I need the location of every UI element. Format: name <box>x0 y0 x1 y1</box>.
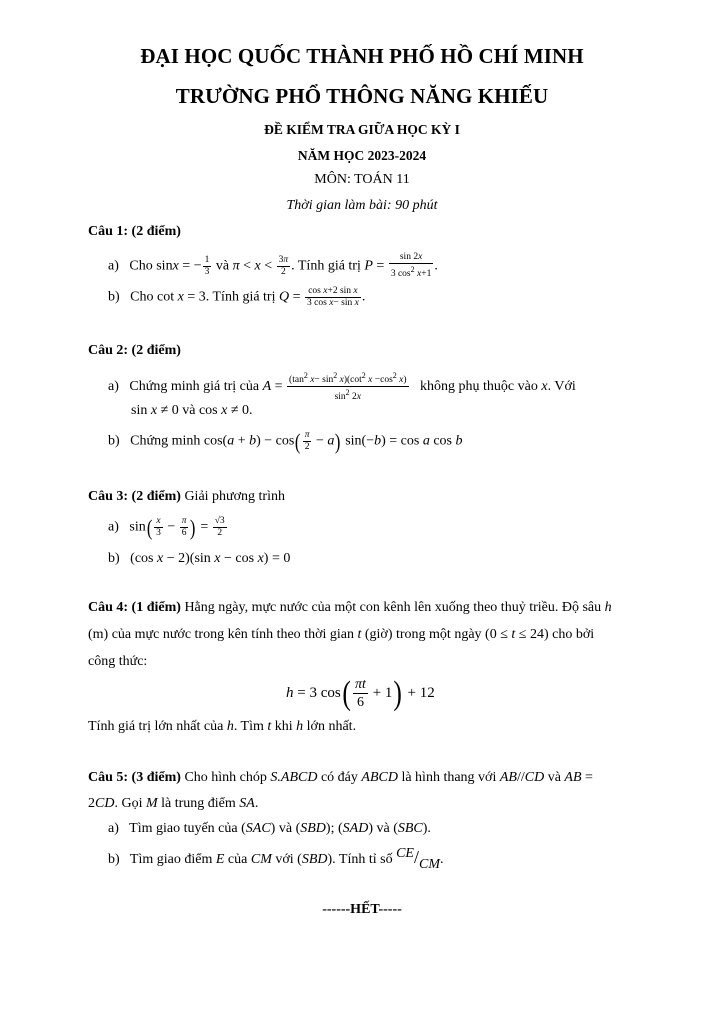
q1-a-text2: và <box>212 258 233 274</box>
q4-formula: h = 3 cos( $\frac{\pi t}{6}$ + 1) + 12 <box>286 674 435 712</box>
q1-b-text2: . Tính giá trị <box>205 289 279 305</box>
q3-header <box>88 487 285 507</box>
q2-a-text4: và <box>178 403 199 418</box>
q3-intro: Giải phương trình <box>180 489 285 504</box>
school-year: NĂM HỌC 2023-2024 <box>297 148 427 163</box>
q5-line1d: và <box>544 770 565 785</box>
q1-a-text1: Cho <box>129 258 157 274</box>
q4-line2a: (m) của mực nước trong kên tính theo thời gian <box>88 627 358 642</box>
q5-b-text2: của <box>224 852 251 867</box>
q5-line1: Câu 5: (3 điểm) Cho hình chóp S.ABCD có đáy ABCD là hình thang với AB//CD và AB = <box>88 770 593 785</box>
exam-title: ĐỀ KIỂM TRA GIỮA HỌC KỲ I <box>264 122 460 137</box>
q5-line1b: có đáy <box>317 770 362 785</box>
q4-line2c: cho bởi <box>548 627 595 642</box>
university-title: ĐẠI HỌC QUỐC THÀNH PHỐ HỒ CHÍ MINH <box>140 44 584 68</box>
q3-b-label: b) <box>108 551 120 566</box>
q4-line2: (m) của mực nước trong kên tính theo thời gian t (giờ) trong một ngày (0 ≤ t ≤ 24) cho bởi <box>88 627 595 642</box>
q2-a-text1: Chứng minh giá trị của <box>129 378 263 394</box>
q2-a-text3: . Với <box>547 378 576 394</box>
subject: MÔN: TOÁN 11 <box>314 172 410 187</box>
q2-a-text2: không phụ thuộc vào <box>416 378 542 394</box>
q4-ask: Tính giá trị lớn nhất của h. Tìm t khi h lớn nhất. <box>88 719 357 734</box>
q4-title: Câu 4: (1 điểm) <box>88 600 181 615</box>
q4-line1: Câu 4: (1 điểm) Hằng ngày, mực nước của một con kênh lên xuống theo thuỷ triều. Độ sâu h <box>88 600 612 615</box>
school-title: TRƯỜNG PHỔ THÔNG NĂNG KHIẾU <box>175 84 549 108</box>
q5-b-text1: Tìm giao điểm <box>129 852 216 867</box>
q3-a-label: a) <box>108 519 119 535</box>
q5-a-text2: và <box>275 821 296 836</box>
q5-line2b: là trung điểm <box>157 796 240 811</box>
q2-title: Câu 2: (2 điểm) <box>88 343 181 358</box>
q2-b-label: b) <box>108 433 120 449</box>
q4-ask2: . Tìm <box>233 719 268 734</box>
q5-b-label: b) <box>108 852 120 867</box>
q3-title: Câu 3: (2 điểm) <box>88 489 181 504</box>
q5-a-label: a) <box>108 821 119 836</box>
q5-b-text4: . Tính tỉ số <box>332 852 397 867</box>
q1-b-text1: Cho <box>130 289 158 305</box>
q1-a-text3: . Tính giá trị <box>291 258 365 274</box>
q2-a: a) Chứng minh giá trị của A = $\frac{(\tan^2 x- \sin^2 x)(\cot^2 x -\cos^2 x)}{\sin^2 2x}$ không phụ thuộc vào x. Với <box>108 371 576 403</box>
q4-line2b: (giờ) trong một ngày <box>361 627 486 642</box>
q1-title: Câu 1: (2 điểm) <box>88 224 181 239</box>
q4-ask3: khi <box>271 719 297 734</box>
q5-a-text3: ; <box>330 821 338 836</box>
q4-line1-text: Hằng ngày, mực nước của một con kênh lên xuống theo thuỷ triều. Độ sâu <box>180 600 605 615</box>
duration: Thời gian làm bài: 90 phút <box>286 198 438 213</box>
q2-b: b) Chứng minh cos(a + b) − cos( $\frac{\pi}{2}$ − a) sin(−b) = cos a cos b <box>108 428 463 454</box>
q5-b: b) Tìm giao điểm E của CM với (SBD). Tính tỉ số CE/CM. <box>108 846 444 872</box>
q2-a-cont: sin x ≠ 0 và cos x ≠ 0. <box>131 403 253 418</box>
q5-title: Câu 5: (3 điểm) <box>88 770 181 785</box>
end-marker: ------HẾT----- <box>322 902 402 917</box>
q5-line2: 2CD. Gọi M là trung điểm SA. <box>88 796 259 811</box>
q4-ask4: lớn nhất. <box>303 719 357 734</box>
q1-b-label: b) <box>108 289 120 305</box>
q2-a-label: a) <box>108 378 119 394</box>
q2-b-text1: Chứng minh <box>130 433 204 449</box>
q1-a: a) Cho sinx = − $\frac{1}{3}$ và π < x < $\frac{3\pi}{2}$ . Tính giá trị P = $\frac{\sin 2x}{3 \cos^2 x+1}$ . <box>108 252 438 280</box>
q3-a: a) sin( $\frac{x}{3}$ − $\frac{\pi}{6}$ ) = $\frac{√3}{2}$ <box>108 514 225 540</box>
q4-ask1: Tính giá trị lớn nhất của <box>88 719 227 734</box>
q5-line2a: . Gọi <box>114 796 146 811</box>
q3-b: b) (cos x − 2)(sin x − cos x) = 0 <box>108 551 291 566</box>
q5-a-text1: Tìm giao tuyến của <box>129 821 242 836</box>
q5-a-text4: và <box>372 821 394 836</box>
q1-a-label: a) <box>108 258 119 274</box>
q5-b-text3: với <box>271 852 298 867</box>
q1-b: b) Cho cot x = 3. Tính giá trị Q = $\frac{\text{cos x+2 sin x}}{\text{3 cos x− sin x}}$ . <box>108 286 366 308</box>
q5-line1a: Cho hình chóp <box>180 770 271 785</box>
q5-a: a) Tìm giao tuyến của (SAC) và (SBD); (SAD) và (SBC). <box>108 821 431 836</box>
q4-line3: công thức: <box>88 654 148 669</box>
q5-line1c: là hình thang với <box>397 770 500 785</box>
